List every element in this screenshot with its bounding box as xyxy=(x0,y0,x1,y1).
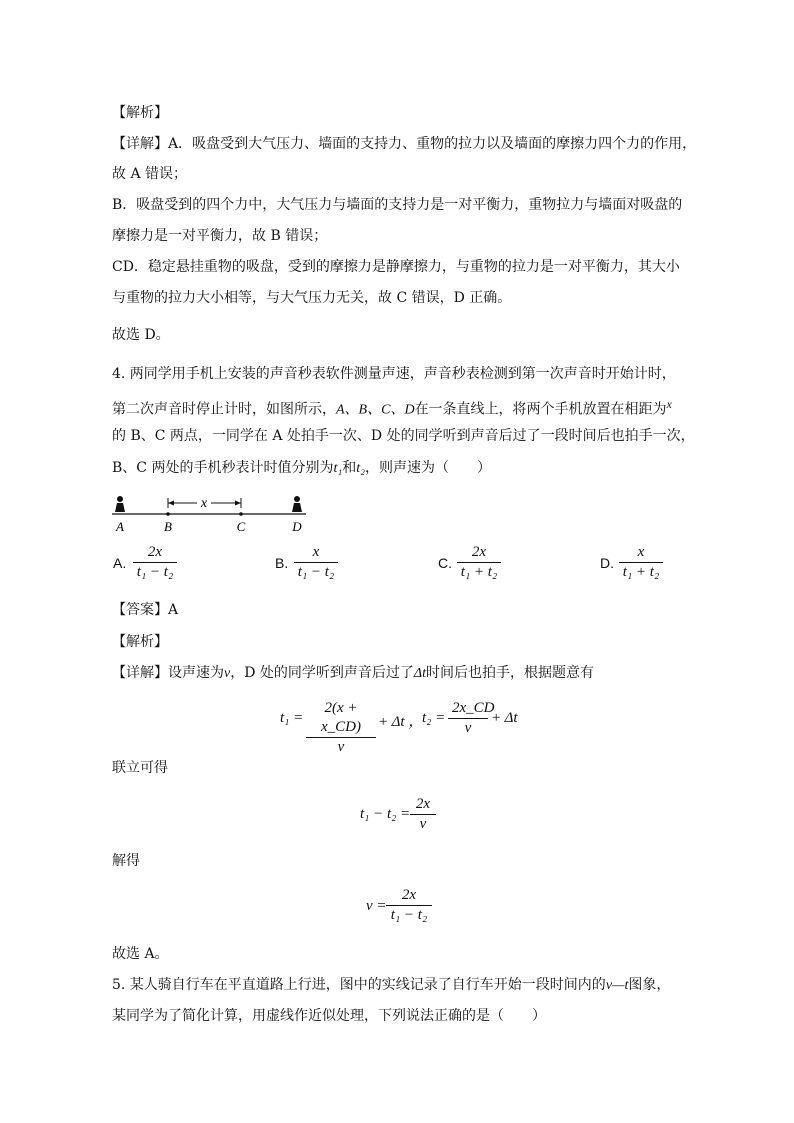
option-a-num: 2x xyxy=(133,543,177,563)
q3-b-line1: B．吸盘受到的四个力中，大气压力与墙面的支持力是一对平衡力，重物拉力与墙面对吸盘的 xyxy=(112,197,683,213)
eq3-den: v xyxy=(419,816,427,832)
q4-detail-dt: Δt xyxy=(413,666,427,681)
q4-stem-line4a: B、C 两处的手机秒表计时值分别为 xyxy=(112,460,334,476)
eq4-frac xyxy=(386,886,432,925)
option-b-num: x xyxy=(294,543,338,563)
q4-stem-line4e: ，则声速为（ ） xyxy=(364,460,491,476)
q4-conclusion: 故选 A。 xyxy=(112,946,169,962)
q3-cd-line2: 与重物的拉力大小相等，与大气压力无关，故 C 错误，D 正确。 xyxy=(112,290,512,306)
q4-stem-line2c: 在一条直线上，将两个手机放置在相距为 xyxy=(414,401,667,418)
q4-detail xyxy=(112,663,594,684)
q5-stem-line1 xyxy=(112,975,670,996)
point-c-dot xyxy=(239,512,243,516)
q3-detail-line1: 【详解】A．吸盘受到大气压力、墙面的支持力、重物的拉力以及墙面的摩擦力四个力的作用， xyxy=(112,136,697,152)
q4-answer: 【答案】A xyxy=(112,602,179,618)
eq3-lhs: t₁ − t₂ = xyxy=(360,806,411,822)
eq3-num: 2x xyxy=(410,795,436,815)
q4-stem-x: x xyxy=(666,398,672,411)
option-c-frac xyxy=(457,543,501,582)
q3-analysis-heading: 【解析】 xyxy=(112,105,168,121)
q4-combine: 联立可得 xyxy=(112,760,168,776)
q4-solve: 解得 xyxy=(112,853,140,869)
eq2-tail: + Δt xyxy=(491,710,518,726)
q3-cd-line1: CD．稳定悬挂重物的吸盘，受到的摩擦力是静摩擦力，与重物的拉力是一对平衡力，其大小 xyxy=(112,259,680,275)
q3-detail-line2: 故 A 错误； xyxy=(112,166,188,182)
point-label-d: D xyxy=(292,519,302,534)
q5-stem-vt: v—t xyxy=(605,978,629,993)
option-b-den: t₁ − t₂ xyxy=(297,564,335,580)
option-d-den: t₁ + t₂ xyxy=(622,564,660,580)
q5-stem-line1c: 图象， xyxy=(628,977,671,993)
option-b-frac xyxy=(294,543,338,582)
point-label-c: C xyxy=(236,519,246,534)
q4-stem-line4c: 和 xyxy=(342,460,357,476)
q4-detail-c: ，D 处的同学听到声音后过了 xyxy=(230,665,414,681)
q3-conclusion: 故选 D。 xyxy=(112,327,170,343)
option-c-label: C. xyxy=(438,555,452,571)
distance-label: x xyxy=(200,496,208,511)
option-a-label: A. xyxy=(113,555,127,571)
q4-stem-line4 xyxy=(112,458,491,479)
option-c-den: t₁ + t₂ xyxy=(460,564,498,580)
q5-stem-line1a: 5. 某人骑自行车在平直道路上行进，图中的实线记录了自行车开始一段时间内的 xyxy=(112,977,606,993)
eq1-frac xyxy=(306,699,376,757)
eq2-lhs: t₂ = xyxy=(422,710,446,726)
person-a-icon xyxy=(115,496,125,512)
eq1-lhs: t₁ = xyxy=(280,710,304,726)
q4-stem-t2: t₂ xyxy=(356,461,365,476)
eq3-frac xyxy=(410,795,436,834)
option-d-frac xyxy=(619,543,663,582)
q4-stem-line2a: 第二次声音时停止计时，如图所示， xyxy=(112,401,336,418)
q4-detail-v: v xyxy=(224,666,231,681)
q4-stem-line3: 的 B、C 两点，一同学在 A 处拍手一次、D 处的同学听到声音后过了一段时间后也拍手一次， xyxy=(112,428,695,444)
eq2-frac xyxy=(448,699,495,738)
option-a-den: t₁ − t₂ xyxy=(136,564,174,580)
q4-stem-t1: t₁ xyxy=(333,461,343,476)
option-a-frac xyxy=(133,543,177,582)
eq1-tail: + Δt ， xyxy=(378,714,424,730)
q4-detail-a: 【详解】设声速为 xyxy=(112,665,224,681)
eq2-den: v xyxy=(464,720,472,736)
option-b-label: B. xyxy=(275,555,289,571)
q5-stem-line2: 某同学为了简化计算，用虚线作近似处理，下列说法正确的是（ ） xyxy=(112,1008,546,1024)
point-label-a: A xyxy=(116,519,124,534)
option-d-num: x xyxy=(619,543,663,563)
q4-stem-points: A、B、C、D xyxy=(336,402,415,418)
q3-b-line2: 摩擦力是一对平衡力，故 B 错误； xyxy=(112,228,328,244)
option-c-num: 2x xyxy=(457,543,501,563)
eq4-num: 2x xyxy=(386,886,432,906)
option-d-label: D. xyxy=(600,555,614,571)
eq1-den: v xyxy=(337,739,345,755)
q4-stem-line1: 4. 两同学用手机上安装的声音秒表软件测量声速，声音秒表检测到第一次声音时开始计时， xyxy=(112,366,676,382)
point-b-dot xyxy=(166,512,170,516)
point-label-b: B xyxy=(164,519,172,534)
person-d-icon xyxy=(292,496,302,512)
eq4-den: t₁ − t₂ xyxy=(390,907,428,923)
q4-analysis-heading: 【解析】 xyxy=(112,634,168,650)
eq1-num: 2(x + x_CD) xyxy=(306,699,376,738)
eq4-lhs: v = xyxy=(366,898,387,914)
q4-detail-e: 时间后也拍手，根据题意有 xyxy=(426,665,595,681)
q4-stem-line2 xyxy=(112,395,672,421)
eq2-num: 2x_CD xyxy=(448,699,488,719)
q4-figure xyxy=(108,490,328,536)
